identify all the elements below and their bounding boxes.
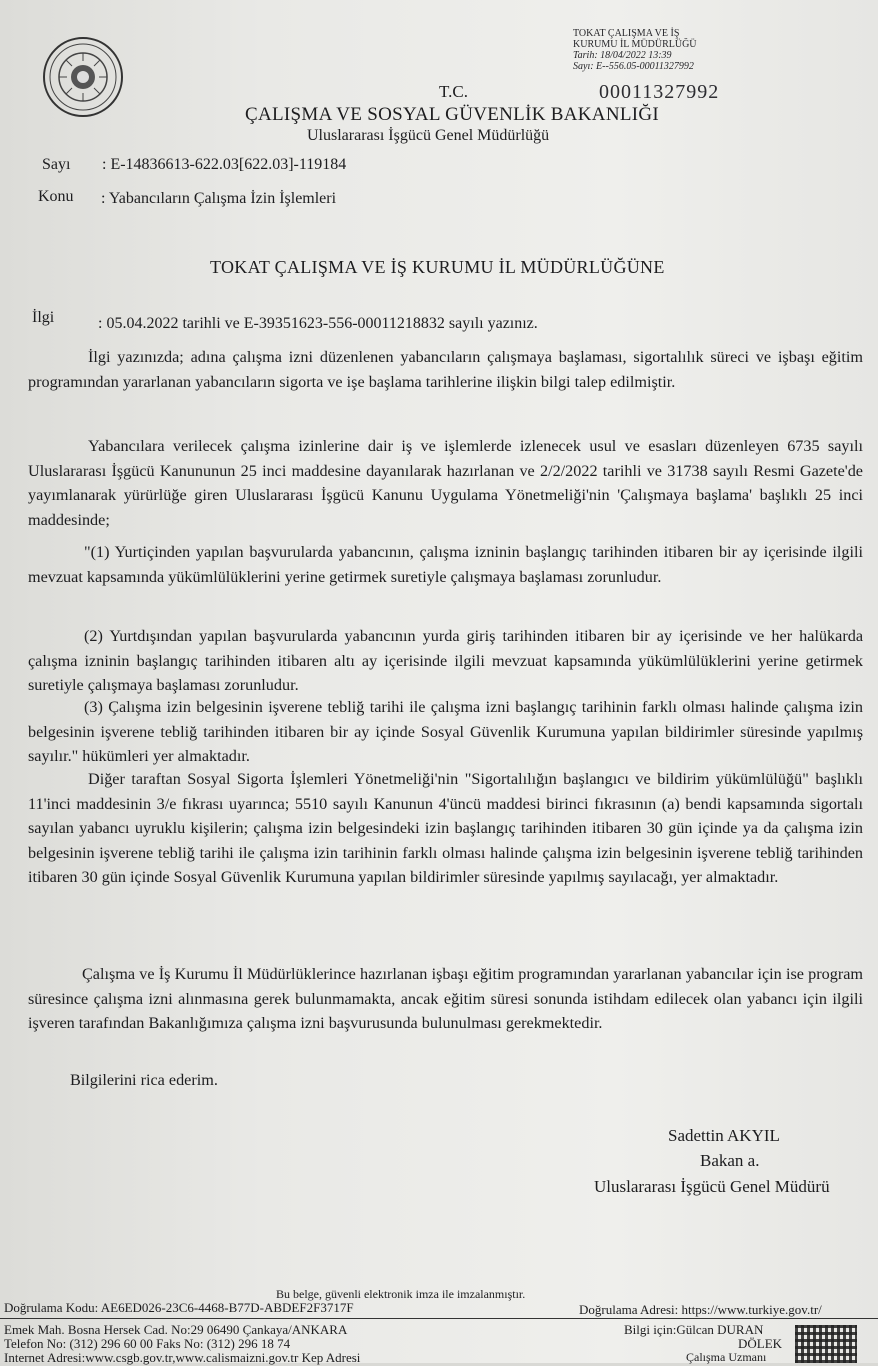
sayi-value: : E-14836613-622.03[622.03]-119184 bbox=[102, 156, 347, 173]
contact-surname: DÖLEK bbox=[738, 1336, 783, 1351]
ministry-seal-icon bbox=[42, 36, 124, 118]
footer-divider bbox=[0, 1318, 878, 1319]
recipient-heading: TOKAT ÇALIŞMA VE İŞ KURUMU İL MÜDÜRLÜĞÜNE bbox=[210, 257, 665, 277]
ilgi-value: : 05.04.2022 tarihli ve E-39351623-556-00011218832 sayılı yazınız. bbox=[98, 315, 538, 332]
body-paragraph-4: (2) Yurtdışından yapılan başvurularda yabancının yurda giriş tarihinden itibaren bir ay içerisinde ve her halükarda çalışma izninin başlangıç tarihinden itibaren altı ay içerisinde ilgili mevzuat kapsamında yükümlülüklerini yerine getirmek suretiyle çalışmaya başlaması zorunludur. bbox=[28, 627, 863, 694]
tc-heading: T.C. bbox=[439, 82, 468, 101]
body-paragraph-3: "(1) Yurtiçinden yapılan başvurularda yabancının, çalışma izninin başlangıç tarihinden itibaren bir ay içerisinde ilgili mevzuat kapsamında yükümlülüklerini yerine getirmek suretiyle çalışmaya başlaması zorunludur. bbox=[28, 543, 863, 586]
contact-title: Çalışma Uzmanı bbox=[686, 1350, 767, 1364]
sayi-label: Sayı bbox=[42, 156, 71, 173]
ilgi-label: İlgi bbox=[32, 309, 55, 326]
stamp-number: 00011327992 bbox=[599, 81, 720, 103]
signatory-title-2: Uluslararası İşgücü Genel Müdürü bbox=[594, 1177, 830, 1196]
qr-code-icon bbox=[795, 1325, 857, 1363]
footer-internet: Internet Adresi:www.csgb.gov.tr,www.calismaizni.gov.tr Kep Adresi bbox=[4, 1350, 361, 1365]
signatory-name: Sadettin AKYIL bbox=[668, 1126, 780, 1145]
footer-phone: Telefon No: (312) 296 60 00 Faks No: (312) 296 18 74 bbox=[4, 1336, 291, 1351]
stamp-line-3: Tarih: 18/04/2022 13:39 bbox=[573, 50, 672, 61]
verification-code: Doğrulama Kodu: AE6ED026-23C6-4468-B77D-ABDEF2F3717F bbox=[4, 1300, 354, 1315]
body-paragraph-1: İlgi yazınızda; adına çalışma izni düzenlenen yabancıların çalışmaya başlaması, sigortalılık süreci ve işbaşı eğitim programından yararlanan yabancıların sigorta ve işe başlama tarihlerine ilişkin bilgi talep edilmiştir. bbox=[28, 348, 863, 391]
contact-person: Bilgi için:Gülcan DURAN bbox=[624, 1322, 764, 1337]
department-heading: Uluslararası İşgücü Genel Müdürlüğü bbox=[307, 127, 550, 144]
verification-address: Doğrulama Adresi: https://www.turkiye.gov.tr/ bbox=[579, 1302, 822, 1317]
esign-notice: Bu belge, güvenli elektronik imza ile imzalanmıştır. bbox=[276, 1287, 526, 1301]
signatory-title-1: Bakan a. bbox=[700, 1151, 760, 1170]
body-paragraph-7: Çalışma ve İş Kurumu İl Müdürlüklerince hazırlanan işbaşı eğitim programından yararlanan yabancılar için ise program süresince çalışma izni alınmasına gerek bulunmamakta, ancak eğitim süresi sonunda istihdam edilecek olan yabancı için ilgili işveren tarafından Bakanlığımıza çalışma izni başvurusunda bulunulması gerekmektedir. bbox=[28, 965, 863, 1032]
body-paragraph-6: Diğer taraftan Sosyal Sigorta İşlemleri Yönetmeliği'nin "Sigortalılığın başlangıcı ve bildirim yükümlülüğü" başlıklı 11'inci maddesinin 3/e fıkrası uyarınca; 5510 sayılı Kanunun 4'üncü maddesi birinci fıkrasının (a) bendi kapsamında sigortalı sayılan yabancı uyruklu kişilerin; çalışma izin belgesindeki izin başlangıç tarihinden itibaren 30 gün içinde ya da çalışma izin belgesinin işverene tebliğ tarihi ile çalışma izin tarihinin farklı olması halinde çalışma izin belgesinin işverene tebliğ tarihinden itibaren 30 gün içinde Sosyal Güvenlik Kurumuna yapılan bildirimler süresinde yapılmış sayılacağı, yer almaktadır. bbox=[28, 770, 863, 886]
footer-address: Emek Mah. Bosna Hersek Cad. No:29 06490 Çankaya/ANKARA bbox=[4, 1322, 348, 1337]
ministry-heading: ÇALIŞMA VE SOSYAL GÜVENLİK BAKANLIĞI bbox=[245, 104, 660, 125]
body-paragraph-2: Yabancılara verilecek çalışma izinlerine dair iş ve işlemlerde izlenecek usul ve esasları düzenleyen 6735 sayılı Uluslararası İşgücü Kanununun 25 inci maddesine dayanılarak hazırlanan ve 2/2/2022 tarihli ve 31738 sayılı Resmi Gazete'de yayımlanarak yürürlüğe giren Uluslararası İşgücü Kanunu Uygulama Yönetmeliği'nin 'Çalışmaya başlama' başlıklı 25 inci maddesinde; bbox=[28, 437, 863, 529]
stamp-line-2: KURUMU İL MÜDÜRLÜĞÜ bbox=[573, 39, 697, 50]
incoming-document-stamp bbox=[573, 28, 720, 103]
stamp-line-1: TOKAT ÇALIŞMA VE İŞ bbox=[573, 28, 680, 39]
konu-value: : Yabancıların Çalışma İzin İşlemleri bbox=[101, 190, 337, 207]
body-paragraph-5: (3) Çalışma izin belgesinin işverene tebliğ tarihi ile çalışma izni başlangıç tarihinin farklı olması halinde çalışma izin belgesinin işverene tebliğ tarihinden itibaren bir ay içinde Sosyal Güvenlik Kurumuna yapılan bildirimler süresinde yapılmış sayılır." hükümleri yer almaktadır. bbox=[28, 698, 863, 765]
closing-line: Bilgilerini rica ederim. bbox=[70, 1071, 218, 1089]
konu-label: Konu bbox=[38, 188, 74, 205]
stamp-line-4: Sayı: E--556.05-00011327992 bbox=[573, 61, 694, 72]
